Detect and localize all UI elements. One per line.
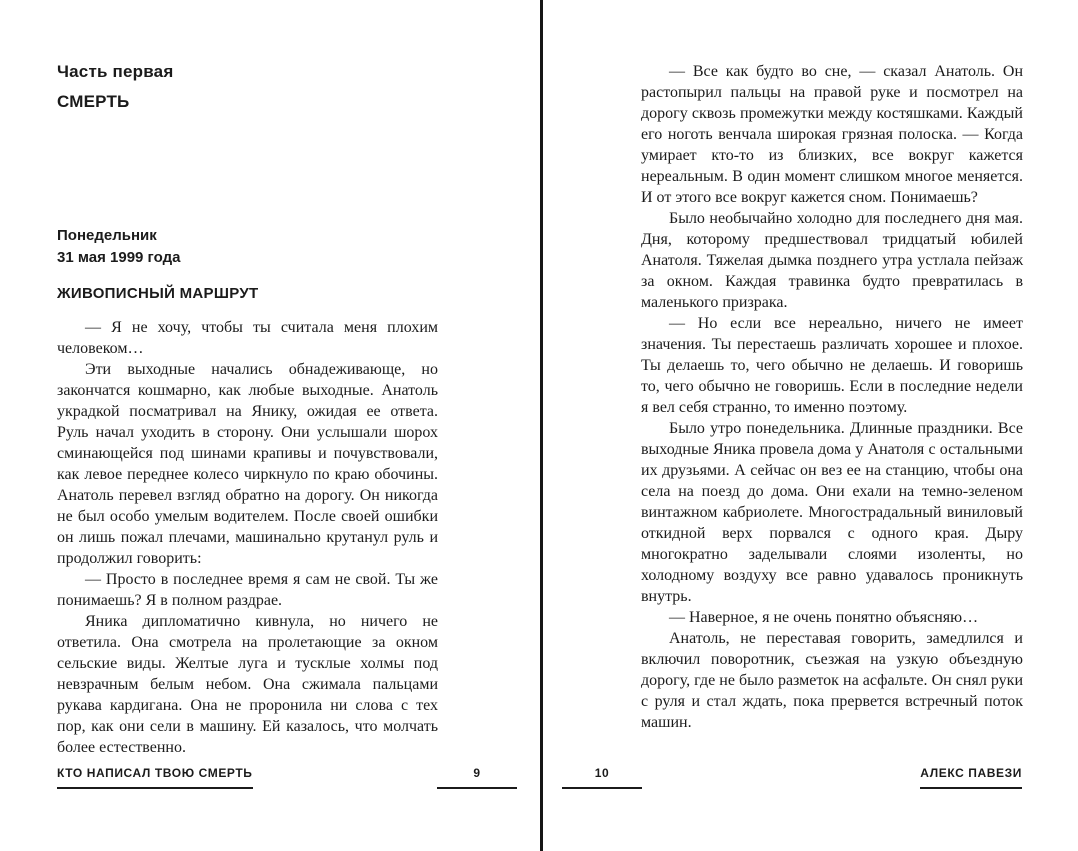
- date-full: 31 мая 1999 года: [57, 249, 181, 266]
- paragraph: Яника дипломатично кивнула, но ничего не ответила. Она смотрела на пролетающие за окном сельские виды. Желтые луга и тусклые холмы под невзрачным белым небом. Она сжимала пальцами рукава кардигана. Она не проронила ни слова с тех пор, как они сели в машину. Ей казалось, что молчать более естественно.: [57, 613, 438, 756]
- date-block: [57, 225, 438, 269]
- right-page-text: [641, 61, 1023, 733]
- paragraph: — Но если все нереально, ничего не имеет значения. Ты перестаешь различать хорошее и плохое. Ты делаешь то, чего обычно не делаешь. И говоришь то, чего обычно не говоришь. Если в последние недели я вел себя странно, то именно поэтому.: [641, 315, 1023, 416]
- paragraph: — Просто в последнее время я сам не свой. Ты же понимаешь? Я в полном раздрае.: [57, 571, 438, 609]
- page-number-right: 10: [562, 766, 642, 789]
- running-title-author: АЛЕКС ПАВЕЗИ: [920, 766, 1022, 789]
- page-left: [57, 61, 438, 758]
- part-heading: Часть первая: [57, 62, 174, 81]
- paragraph: — Я не хочу, чтобы ты считала меня плохим человеком…: [57, 319, 438, 357]
- paragraph: — Наверное, я не очень понятно объясняю…: [669, 609, 979, 626]
- paragraph: Эти выходные начались обнадеживающе, но закончатся кошмарно, как любые выходные. Анатоль украдкой посматривал на Янику, ожидая ее ответа. Руль начал уходить в сторону. Они услышали шорох сминающейся под шинами крапивы и почувствовали, как левое переднее колесо чиркнуло по краю обочины. Анатоль перевел взгляд обратно на дорогу. Он никогда не был особо умелым водителем. После своей ошибки он лишь пожал плечами, машинально крутанул руль и продолжил говорить:: [57, 361, 438, 567]
- running-title-book: КТО НАПИСАЛ ТВОЮ СМЕРТЬ: [57, 766, 253, 789]
- paragraph: Было необычайно холодно для последнего дня мая. Дня, которому предшествовал тридцатый юбилей Анатоля. Тяжелая дымка позднего утра устлала пейзаж за окном. Каждая травинка будто превратилась в маленького призрака.: [641, 210, 1023, 311]
- date-weekday: Понедельник: [57, 227, 157, 244]
- part-title: СМЕРТЬ: [57, 92, 130, 111]
- left-page-text: [57, 317, 438, 758]
- paragraph: — Все как будто во сне, — сказал Анатоль. Он растопырил пальцы на правой руке и посмотрел на дорогу сквозь промежутки между костяшками. Каждый его ноготь венчала широкая грязная полоска. — Когда умирает кто-то из близких, все вокруг кажется нереальным. В один момент слишком многое меняется. И от этого все вокруг кажется сном. Понимаешь?: [641, 63, 1023, 206]
- paragraph: Было утро понедельника. Длинные праздники. Все выходные Яника провела дома у Анатоля с остальными их друзьями. А сейчас он вез ее на станцию, чтобы она села на поезд до дома. Они ехали на темно-зеленом винтажном кабриолете. Многострадальный виниловый откидной верх порвался с одного края. Дыру многократно заделывали слоями изоленты, но холодному воздуху все равно удавалось проникнуть внутрь.: [641, 420, 1023, 605]
- page-number-left: 9: [437, 766, 517, 789]
- chapter-title: ЖИВОПИСНЫЙ МАРШРУТ: [57, 285, 259, 302]
- spine-divider: [540, 0, 543, 851]
- paragraph: Анатоль, не переставая говорить, замедлился и включил поворотник, съезжая на узкую объездную дорогу, где не было разметок на асфальте. Он снял руки с руля и стал ждать, пока прервется встречный поток машин.: [641, 630, 1023, 731]
- page-right: [641, 61, 1023, 733]
